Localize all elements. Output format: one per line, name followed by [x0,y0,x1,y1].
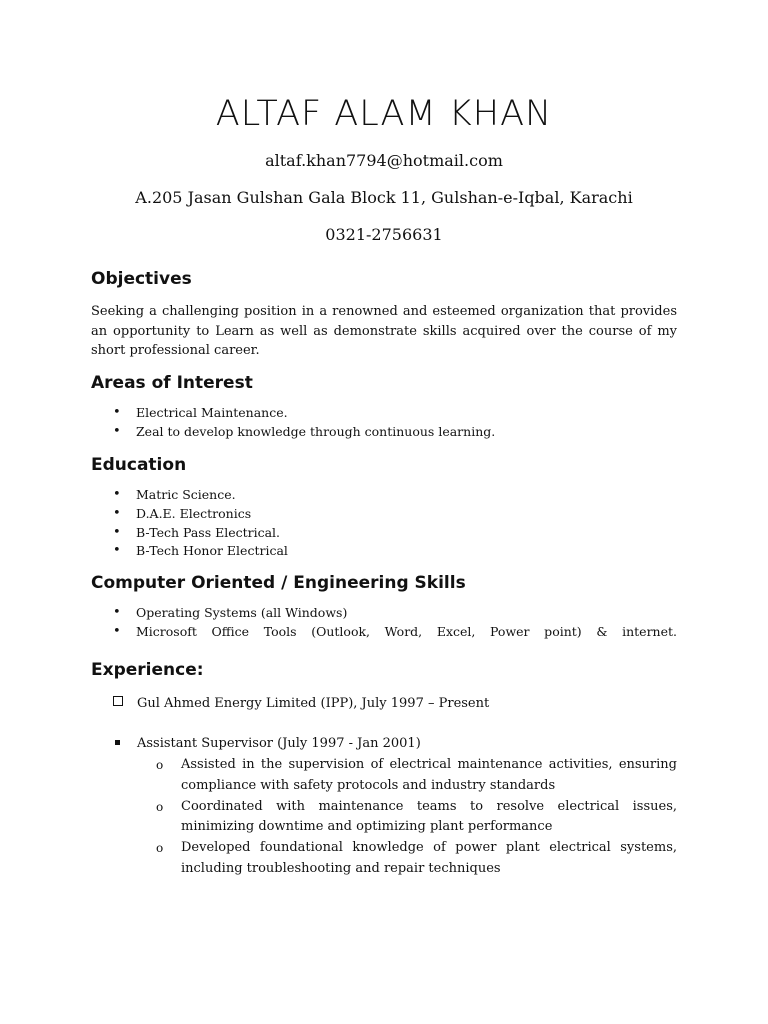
list-item: • D.A.E. Electronics [91,505,677,524]
list-item: • Matric Science. [91,486,677,505]
interests-heading: Areas of Interest [91,373,253,393]
candidate-name: ALTAF ALAM KHAN [215,94,553,134]
objectives-text: Seeking a challenging position in a renowned and esteemed organization that provides an opportunity to Learn as well as demonstrate skills acquired over the course of my short professional career. [91,304,677,358]
interests-list [91,404,677,442]
company-text: Gul Ahmed Energy Limited (IPP), July 1997 – Present [137,696,490,711]
list-item: • Zeal to develop knowledge through continuous learning. [91,423,677,442]
list-item: • Microsoft Office Tools (Outlook, Word, Excel, Power point) & internet. [91,623,677,642]
list-item: o Coordinated with maintenance teams to resolve electrical issues, minimizing downtime and optimizing plant performance [156,797,677,839]
objectives-heading: Objectives [91,269,192,289]
skills-list [91,604,677,642]
contact-email: altaf.khan7794@hotmail.com [265,151,503,170]
company-entry [113,694,489,713]
role-text: Assistant Supervisor (July 1997 - Jan 2001) [137,736,421,751]
skills-heading: Computer Oriented / Engineering Skills [91,573,466,593]
duties-list [156,755,677,880]
contact-phone: 0321-2756631 [325,225,443,244]
checkbox-square-icon [113,696,123,706]
list-item: o Developed foundational knowledge of power plant electrical systems, including troubleshooting and repair techniques [156,838,677,880]
square-bullet-icon [115,740,120,745]
list-item: o Assisted in the supervision of electrical maintenance activities, ensuring compliance with safety protocols and industry standards [156,755,677,797]
experience-heading: Experience: [91,660,204,680]
list-item: • Operating Systems (all Windows) [91,604,677,623]
list-item: • B-Tech Pass Electrical. [91,524,677,543]
role-entry [115,734,421,753]
contact-address: A.205 Jasan Gulshan Gala Block 11, Gulshan-e-Iqbal, Karachi [135,188,633,207]
education-list [91,486,677,561]
list-item: • Electrical Maintenance. [91,404,677,423]
list-item: • B-Tech Honor Electrical [91,542,677,561]
education-heading: Education [91,455,187,475]
